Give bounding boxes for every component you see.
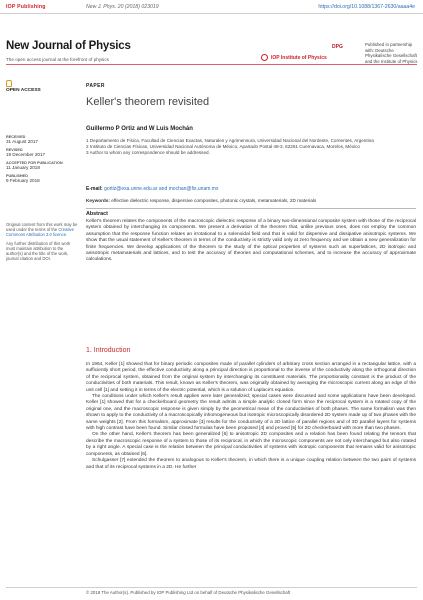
history-item: PUBLISHED 9 February 2018 [6,174,40,183]
publisher-mark: IOP Publishing [6,4,46,10]
abstract-text: Keller's theorem relates the components of the macroscopic dielectric response of a binary two-dimensional composite system with those of the reciprocal system obtained by interchanging its components. We present a derivation of the theorem that, unlike previous ones, does not employ the common assumption that the response function relates an irrotational to a solenoidal field and that is valid for dispersive and dissipative anisotropic systems. We show that the usual statement of Keller's theorem in terms of the conductivity is strictly valid only at zero frequency and we obtain a new generalization for finite frequencies. We develop applications of the theorem to the study of the optical properties of systems such as superlattices, 2D isotropic and anisotropic metamaterials and lattices, and to test the accuracy of theories and computational schemes, and to increase the accuracy of approximate calculations. [86,219,416,263]
iop-logo-icon [261,54,268,61]
paragraph: In 1964, Keller [1] showed that for binary periodic composites made of parallel cylinders of arbitrary cross section arranged in a rectangular lattice, with a sufficiently short period, the effective conductivity along a principal direction is proportional to the inverse of the conductivity along the orthogonal direction of the reciprocal system, obtained from the original system by interchanging its constituent materials. The proportionality constant is the product of the conductivities of both materials. This result, known as Keller's theorem, was originally obtained by averaging the microscopic current along an edge of the unit cell [1] and setting it in terms of the electric potential, which is a solution of Laplace's equation. [86,362,416,393]
running-head: New J. Phys. 20 (2018) 023019 [86,4,159,10]
article-history [6,135,80,187]
affiliation: 3 Author to whom any correspondence should be addressed. [86,149,210,155]
authors: Guillermo P Ortiz and W Luis Mochán [86,126,193,132]
copyright-footer: © 2018 The Author(s). Published by IOP Publishing Ltd on behalf of Deutsche Physikalische Gesellschaft [86,590,291,595]
paragraph: Schulgasser [7] extended the theorem to analogous to Keller's theorem, in which there is a unique coupling relation between the two pairs of systems and that of its reciprocal systems in a 2D. He further [86,458,416,470]
paragraph: On the other hand, Keller's theorem has been generalized [6] to anisotropic 2D composites and a relation has been found relating the tensors that describe the macroscopic response of a system to those of its reciprocal, in which the microscopic components are not only interchanged but also rotated by a right angle. A special case is the relation between the principal conductivities of systems with isotropic components that remains valid for anisotropic components, as obtained [6]. [86,432,416,457]
footer-divider [6,587,417,588]
history-item: ACCEPTED FOR PUBLICATION 11 January 2018 [6,161,63,170]
email-link[interactable]: gortiz@exa.unne.edu.ar and mochan@fis.unam.mx [104,186,219,192]
abstract-title: Abstract [86,211,108,217]
license-note: Original content from this work may be used under the terms of the Creative Commons Attribution 3.0 licence. Any further distribution of this work must maintain attribution to the author(s) and the title of the work, journal citation and DOI. [6,222,78,262]
keywords: Keywords: effective dielectric response, dispersive composites, photonic crystals, metamaterials, 2D materials [86,198,317,203]
affiliation: 2 Instituto de Ciencias Físicas, Universidad Nacional Autónoma de México, Apartado Postal 48-3, 62251 Cuernavaca, Morelos, México [86,143,360,149]
paper-title: Keller's theorem revisited [86,96,210,108]
open-access-lock-icon [6,80,12,87]
dpg-logo: DPG [332,44,343,50]
paragraph: The conditions under which Keller's result applies were later generalized; special cases were discussed and some applications have been developed. Keller [1] showed that for a checkerboard geometry the result admits a simple analytic closed form since the reciprocal system is a rotated copy of the original one, and the macroscopic response is given simply by the geometrical mean of the conductivities of both phases. The same formalism was then shown to apply to the conductivity of a macroscopically inhomogeneous but isotropic microscopically disordered 2D system made up of two phases with the same weights [2]. From this formalism, approximate [3] results for the conductivity of a 2D lattice of parallel regions and of 3D parallel layers for systems with high contrast have been found. Similar closed formulas have been proposed [4] and proved [5] for 2D checkerboard with more than two phases. [86,394,416,432]
introduction-body [86,362,416,471]
doi-link[interactable]: https://doi.org/10.1088/1367-2630/aaaa4e [318,4,415,10]
journal-subtitle: The open access journal at the forefront of physics [6,57,109,62]
article-type-label: PAPER [86,83,105,89]
history-item: REVISED 19 December 2017 [6,148,46,157]
top-bar [0,0,423,14]
email-line: E-mail: gortiz@exa.unne.edu.ar and mochan@fis.unam.mx [86,186,219,192]
section-heading: 1. Introduction [86,347,131,354]
journal-name: New Journal of Physics [6,40,131,52]
affiliation: 1 Departamento de Física, Facultad de Ciencias Exactas, Naturales y Agrimensura, Universidad Nacional del Nordeste, Corrientes, Argentina [86,138,374,143]
iop-logo: IOP Institute of Physics [271,55,327,61]
affiliations [86,138,416,155]
open-access-label: OPEN ACCESS [6,88,41,93]
license-link[interactable]: Creative Commons Attribution 3.0 licence. [6,227,74,238]
header-divider [6,64,417,65]
publisher-partnership: Published in partnership with: Deutsche Physikalische Gesellschaft and the Institute of Physics [365,42,418,64]
abstract [86,208,416,264]
history-item: RECEIVED 31 August 2017 [6,135,38,144]
